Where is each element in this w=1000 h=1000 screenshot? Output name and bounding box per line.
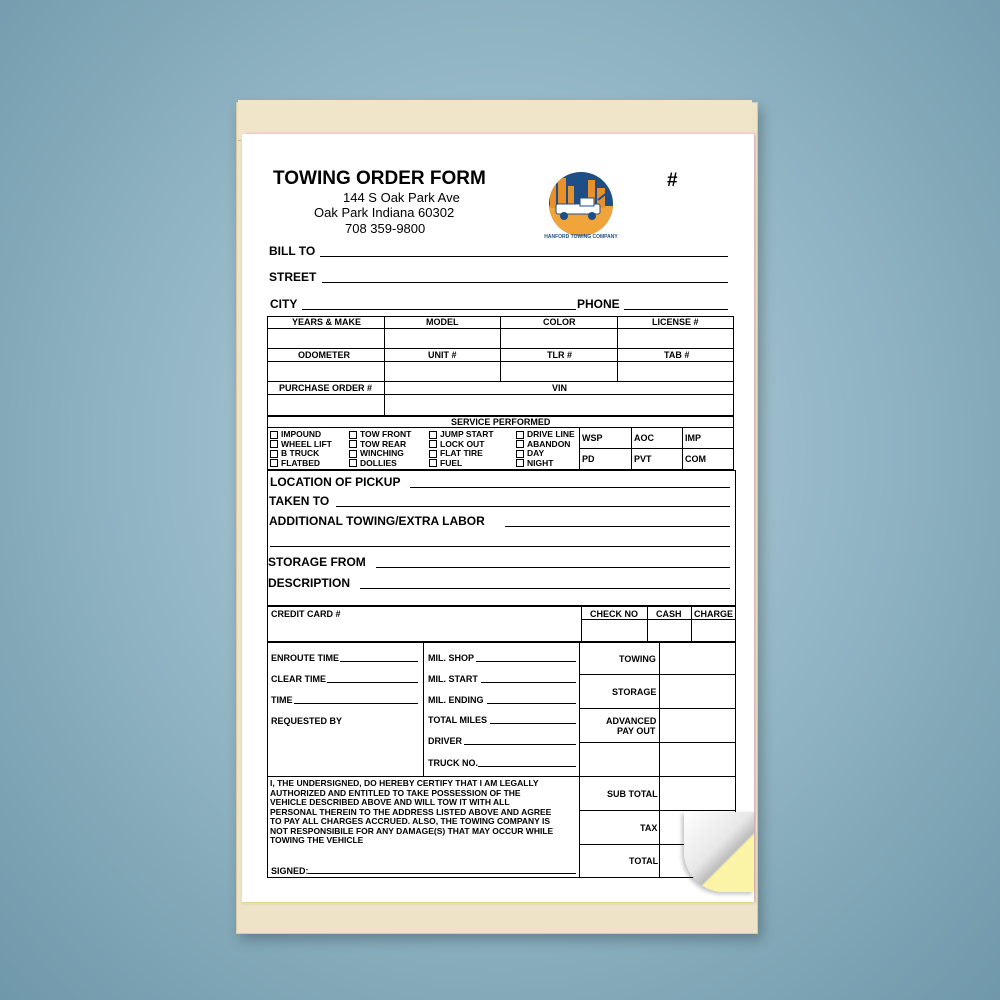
phone-label: PHONE: [577, 297, 620, 311]
time-field[interactable]: [294, 703, 418, 704]
service-col-4: [516, 430, 575, 468]
tlr-label: TLR #: [547, 350, 573, 360]
storage-from-field[interactable]: [376, 567, 730, 568]
mil-shop-label: MIL. SHOP: [428, 653, 475, 663]
service-option[interactable]: NIGHT: [516, 459, 575, 469]
form-number-label: #: [667, 170, 678, 191]
odometer-label: ODOMETER: [298, 350, 351, 360]
years-make-label: YEARS & MAKE: [292, 317, 362, 327]
service-option[interactable]: FLAT TIRE: [429, 449, 494, 459]
bill-to-field[interactable]: [320, 256, 728, 257]
service-option[interactable]: WINCHING: [349, 449, 411, 459]
code-aoc[interactable]: AOC: [634, 433, 654, 443]
storage-from-label: STORAGE FROM: [268, 555, 366, 569]
mil-start-label: MIL. START: [428, 674, 478, 684]
additional-field-2[interactable]: [270, 546, 730, 547]
certification-text: I, THE UNDERSIGNED, DO HEREBY CERTIFY THAT I AM LEGALLY AUTHORIZED AND ENTITLED TO TAKE POSSESSION OF THE VEHICLE DESCRIBED ABOVE AND WILL TOW IT WITH ALL PERSONAL THEREIN TO THE ADDRESS LISTED ABOVE AND AGREE TO PAY ALL CHARGES ACCRUED. ALSO, THE TOWING COMPANY IS NOT RESPONSIBILE FOR ANY DAMAGE(S) THAT MAY OCCUR WHILE TOWING THE VEHICLE: [270, 778, 554, 845]
mil-ending-label: MIL. ENDING: [428, 695, 484, 705]
purchase-order-label: PURCHASE ORDER #: [279, 383, 373, 393]
truck-no-field[interactable]: [478, 766, 576, 767]
color-label: COLOR: [543, 317, 576, 327]
service-option[interactable]: B TRUCK: [270, 449, 332, 459]
service-option[interactable]: DRIVE LINE: [516, 430, 575, 440]
charge-label: CHARGE: [694, 609, 734, 619]
storage-charge-label: STORAGE: [612, 687, 657, 697]
taken-to-label: TAKEN TO: [269, 494, 330, 508]
code-imp[interactable]: IMP: [685, 433, 702, 443]
clear-time-field[interactable]: [327, 682, 418, 683]
unit-label: UNIT #: [428, 350, 457, 360]
total-label: TOTAL: [629, 856, 659, 866]
cash-label: CASH: [656, 609, 682, 619]
driver-label: DRIVER: [428, 736, 463, 746]
phone-field[interactable]: [624, 309, 728, 310]
total-miles-label: TOTAL MILES: [428, 715, 488, 725]
service-col-3: [429, 430, 494, 468]
vin-label: VIN: [552, 383, 568, 393]
service-option[interactable]: JUMP START: [429, 430, 494, 440]
street-field[interactable]: [322, 282, 728, 283]
service-option[interactable]: ABANDON: [516, 440, 575, 450]
advanced-label: ADVANCED: [606, 716, 657, 726]
driver-field[interactable]: [464, 744, 576, 745]
sub-total-label: SUB TOTAL: [607, 789, 658, 799]
code-pvt[interactable]: PVT: [634, 454, 652, 464]
tab-label: TAB #: [664, 350, 690, 360]
mil-shop-field[interactable]: [476, 661, 576, 662]
service-header: SERVICE PERFORMED: [451, 417, 551, 427]
pay-out-label: PAY OUT: [617, 726, 656, 736]
time-label: TIME: [271, 695, 293, 705]
phone-number: 708 359-9800: [345, 221, 426, 236]
company-logo: [536, 170, 626, 240]
city-label: CITY: [270, 297, 298, 311]
mil-ending-field[interactable]: [487, 703, 576, 704]
total-miles-field[interactable]: [490, 723, 576, 724]
service-option[interactable]: TOW REAR: [349, 440, 411, 450]
service-option[interactable]: FUEL: [429, 459, 494, 469]
location-field[interactable]: [410, 487, 730, 488]
service-col-1: [270, 430, 332, 468]
location-label: LOCATION OF PICKUP: [270, 475, 401, 489]
clear-time-label: CLEAR TIME: [271, 674, 326, 684]
license-label: LICENSE #: [652, 317, 699, 327]
address-line-1: 144 S Oak Park Ave: [343, 190, 460, 205]
service-option[interactable]: DAY: [516, 449, 575, 459]
towing-charge-label: TOWING: [619, 654, 656, 664]
tax-label: TAX: [640, 823, 658, 833]
service-option[interactable]: TOW FRONT: [349, 430, 411, 440]
city-field[interactable]: [302, 309, 576, 310]
service-col-2: [349, 430, 411, 468]
service-option[interactable]: FLATBED: [270, 459, 332, 469]
additional-label: ADDITIONAL TOWING/EXTRA LABOR: [269, 514, 485, 528]
check-no-label: CHECK NO: [590, 609, 639, 619]
service-option[interactable]: WHEEL LIFT: [270, 440, 332, 450]
code-com[interactable]: COM: [685, 454, 706, 464]
form-title: TOWING ORDER FORM: [273, 168, 486, 189]
address-line-2: Oak Park Indiana 60302: [314, 205, 455, 220]
service-option[interactable]: LOCK OUT: [429, 440, 494, 450]
service-option[interactable]: DOLLIES: [349, 459, 411, 469]
description-field[interactable]: [360, 588, 730, 589]
model-label: MODEL: [426, 317, 459, 327]
logo-text: HANFORD TOWING COMPANY: [544, 234, 618, 240]
code-wsp[interactable]: WSP: [582, 433, 603, 443]
code-pd[interactable]: PD: [582, 454, 595, 464]
additional-field[interactable]: [505, 526, 730, 527]
service-option[interactable]: IMPOUND: [270, 430, 332, 440]
bill-to-label: BILL TO: [269, 244, 316, 258]
mil-start-field[interactable]: [481, 682, 576, 683]
truck-no-label: TRUCK NO.: [428, 758, 478, 768]
street-label: STREET: [269, 270, 317, 284]
credit-card-label: CREDIT CARD #: [271, 609, 341, 619]
page-curl: [684, 812, 754, 892]
description-label: DESCRIPTION: [268, 576, 351, 590]
enroute-field[interactable]: [340, 661, 418, 662]
requested-by-label: REQUESTED BY: [271, 716, 343, 726]
signed-label: SIGNED:: [271, 866, 309, 876]
enroute-label: ENROUTE TIME: [271, 653, 340, 663]
signature-field[interactable]: [308, 873, 576, 874]
taken-to-field[interactable]: [336, 506, 730, 507]
